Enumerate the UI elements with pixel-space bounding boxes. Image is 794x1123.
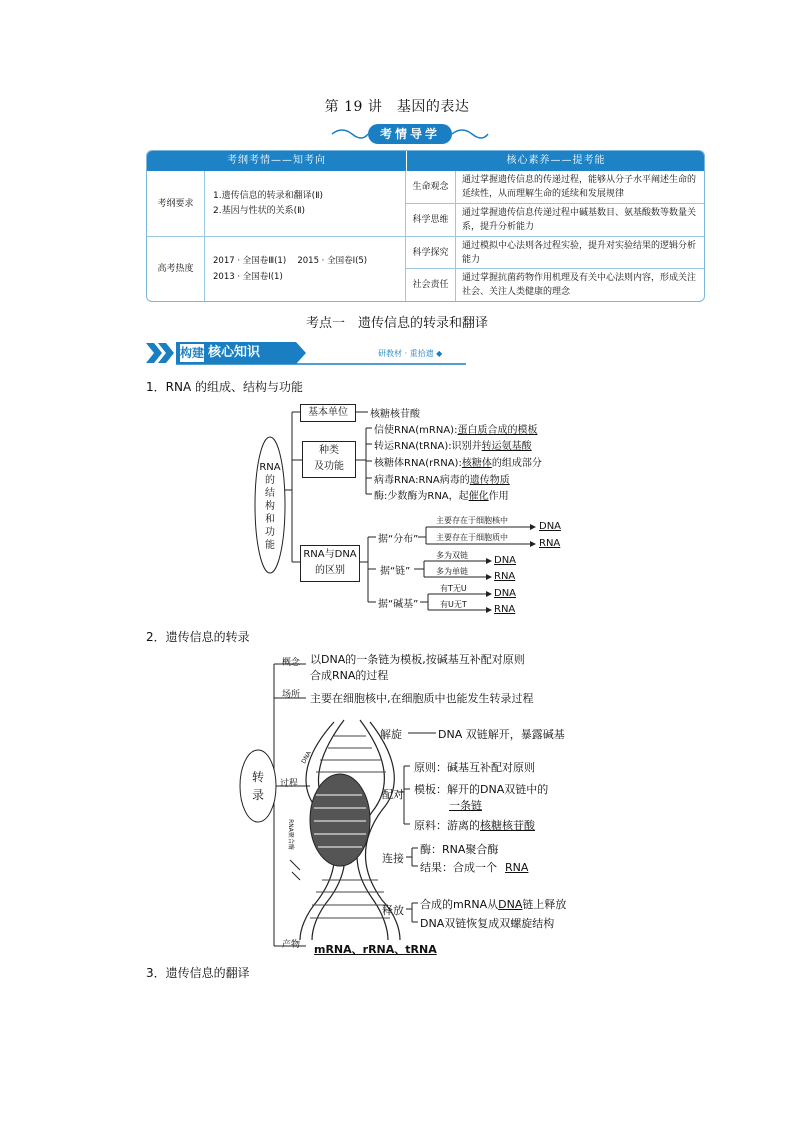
section-heading-2: 2．遗传信息的转录 [146,630,250,644]
unwind-text: DNA 双链解开，暴露碱基 [438,728,565,741]
root-char: RNA [259,462,281,473]
root-char: 构 [265,501,275,512]
diff-label-line: RNA与DNA [303,549,357,560]
topic-title: 考点一 遗传信息的转录和翻译 [305,316,488,331]
diff-criterion: 据“分布” [378,534,419,545]
row-label-heat: 高考热度 [147,237,205,301]
root-char: 功 [265,527,275,538]
release-label: 释放 [382,904,404,917]
diff-text: 多为双链 [436,551,468,560]
product-text: mRNA、rRNA、tRNA [314,943,437,956]
diff-text: 主要存在于细胞核中 [436,516,508,525]
pair-principle: 原则：碱基互补配对原则 [414,761,535,774]
transcription-root [248,768,268,804]
page-title: 第 19 讲 基因的表达 [324,99,470,115]
product-label: 产物 [282,940,301,950]
concept-line: 以DNA的一条链为模板,按碱基互补配对原则 [310,653,525,666]
rna-kind-item: 转运RNA(tRNA):识别并转运氨基酸 [374,441,532,452]
diff-criterion: 据“碱基” [378,599,419,610]
rna-kind-item: 核糖体RNA(rRNA):核糖体的组成部分 [374,458,542,469]
link-enzyme: 酶：RNA聚合酶 [420,843,499,856]
literacy-name: 科学探究 [406,237,456,269]
concept-label: 概念 [282,658,301,668]
concept-line: 合成RNA的过程 [310,669,389,682]
requirement-item: 1.遗传信息的转录和翻译(Ⅱ) [213,190,324,201]
banner-label: 考情导学 [368,124,452,144]
diff-answer: RNA [539,538,561,549]
diff-text: 有U无T [440,600,467,609]
root-char: 转 [251,770,264,784]
table-header-right: 核心素养——提考能 [406,151,705,171]
unit-value: 核糖核苷酸 [370,409,420,420]
diff-criterion: 据“链” [380,566,411,577]
link-label: 连接 [382,852,404,865]
pair-label: 配对 [382,788,404,801]
concept-text [310,652,525,684]
literacy-name: 社会责任 [406,269,456,301]
heat-item: 2017 · 全国卷Ⅲ(1) 2015 · 全国卷Ⅰ(5) [213,256,368,266]
diff-text: 主要存在于细胞质中 [436,533,508,542]
fig-enzyme-label: RNA聚合酶 [286,819,294,850]
literacy-desc: 通过掌握遗传信息的传递过程，能够从分子水平阐述生命的延续性，从而理解生命的延续和发展规律 [456,171,704,204]
requirement-item: 2.基因与性状的关系(Ⅱ) [213,205,306,216]
diff-answer: DNA [494,555,517,566]
release-line-1: 合成的mRNA从DNA链上释放 [420,898,567,911]
root-char: 和 [265,514,275,525]
diff-text: 有T无U [440,584,467,593]
diff-label-line: 的区别 [315,565,345,576]
kind-label-line: 种类 [319,445,339,456]
diff-text: 多为单链 [436,567,468,576]
literacy-name: 科学思维 [406,204,456,237]
literacy-desc: 通过掌握遗传信息传递过程中碱基数目、氨基酸数等数量关系，提升分析能力 [456,204,704,237]
root-char: 能 [265,540,275,551]
banner-note: 研教材 · 重拾遗 ◆ [378,349,443,358]
place-label: 场所 [282,690,301,700]
root-char: 的 [265,475,275,486]
diff-answer: DNA [539,521,562,532]
process-label: 过程 [280,779,299,789]
place-text: 主要在细胞核中,在细胞质中也能发生转录过程 [310,692,534,705]
rna-kind-item: 信使RNA(mRNA):蛋白质合成的模板 [374,425,538,436]
section-heading-1: 1．RNA 的组成、结构与功能 [146,380,303,394]
literacy-desc: 通过掌握抗菌药物作用机理及有关中心法则内容，形成关注社会、关注人类健康的理念 [462,273,697,297]
release-line-2: DNA双链恢复成双螺旋结构 [420,917,555,930]
pair-template-line: 模板：解开的DNA双链中的 [414,783,549,796]
literacy-desc: 通过模拟中心法则各过程实验，提升对实验结果的逻辑分析能力 [456,237,704,269]
banner-title: 核心知识 [208,345,261,360]
unit-box: 基本单位 [300,404,356,422]
table-header-left: 考纲考情——知考向 [147,151,406,171]
literacy-name: 生命观念 [406,171,456,204]
kind-label-line: 及功能 [314,461,344,472]
row-label-requirement: 考纲要求 [147,171,205,237]
diff-answer: RNA [494,571,516,582]
heat-item: 2013 · 全国卷Ⅰ(1) [213,272,283,282]
link-result: 结果：合成一个 RNA [420,861,529,874]
unwind-label: 解旋 [380,728,402,741]
diff-answer: RNA [494,604,516,615]
root-char: 录 [251,788,264,802]
pair-material: 原料：游离的核糖核苷酸 [414,819,535,832]
pair-template-answer: 一条链 [449,799,482,812]
pair-template [414,782,548,814]
root-char: 结 [265,488,275,499]
section-heading-3: 3．遗传信息的翻译 [146,966,250,980]
fig-dna-label: DNA [300,750,313,765]
banner-tag: 构建 [180,346,205,360]
diff-answer: DNA [494,588,517,599]
rna-kind-item: 病毒RNA:RNA病毒的遗传物质 [374,475,510,486]
rna-kind-item: 酶:少数酶为RNA，起催化作用 [374,491,509,502]
